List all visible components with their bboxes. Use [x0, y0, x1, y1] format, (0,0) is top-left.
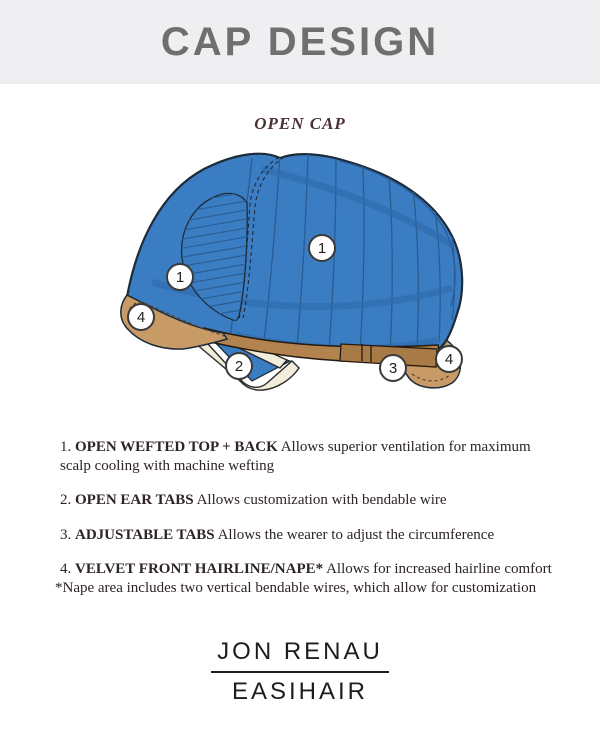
- svg-text:1: 1: [175, 269, 185, 286]
- brand-logo: [0, 638, 600, 706]
- feature-name: ADJUSTABLE TABS: [75, 526, 215, 543]
- feature-open-wefted-top-back: [60, 438, 556, 476]
- page-title: CAP DESIGN: [160, 19, 440, 64]
- feature-open-ear-tabs: [60, 491, 556, 510]
- page-header: [0, 0, 600, 84]
- feature-name: OPEN EAR TABS: [75, 492, 194, 509]
- feature-number: 2.: [60, 492, 72, 509]
- feature-name: VELVET FRONT HAIRLINE/NAPE*: [75, 560, 324, 577]
- brand-divider-line: [211, 671, 389, 673]
- feature-list: [55, 438, 556, 598]
- feature-number: 1.: [60, 439, 72, 455]
- feature-adjustable-tabs: [60, 526, 556, 545]
- brand-name-easihair: EASIHAIR: [231, 678, 369, 706]
- svg-text:1: 1: [317, 240, 327, 257]
- feature-desc: Allows superior ventilation for maximum scalp cooling with machine wefting: [60, 439, 531, 475]
- svg-text:4: 4: [444, 351, 454, 368]
- svg-text:4: 4: [136, 309, 146, 326]
- cap-style-title: OPEN CAP: [254, 114, 346, 133]
- callout-open-weft-front: [167, 264, 193, 290]
- feature-name: OPEN WEFTED TOP + BACK: [75, 439, 278, 455]
- callout-velvet-front-hairline: [128, 304, 154, 330]
- cap-diagram-container: [110, 140, 490, 394]
- callout-open-ear-tab: [226, 353, 252, 379]
- feature-velvet-front-hairline-nape: [55, 560, 556, 598]
- open-cap-diagram: [110, 140, 490, 394]
- feature-number: 3.: [60, 526, 72, 543]
- callout-adjustable-tab: [380, 355, 406, 381]
- feature-desc: Allows customization with bendable wire: [196, 492, 447, 509]
- feature-desc: Allows for increased hairline comfort: [326, 560, 552, 577]
- nape-footnote: *Nape area includes two vertical bendable wires, which allow for customization: [55, 579, 537, 596]
- callout-open-weft-top-back: [309, 235, 335, 261]
- svg-text:2: 2: [234, 358, 244, 375]
- brand-name-jon-renau: JON RENAU: [217, 638, 383, 666]
- feature-number: 4.: [60, 560, 72, 577]
- feature-desc: Allows the wearer to adjust the circumference: [217, 526, 495, 543]
- callout-velvet-nape: [436, 346, 462, 372]
- svg-text:3: 3: [388, 360, 398, 377]
